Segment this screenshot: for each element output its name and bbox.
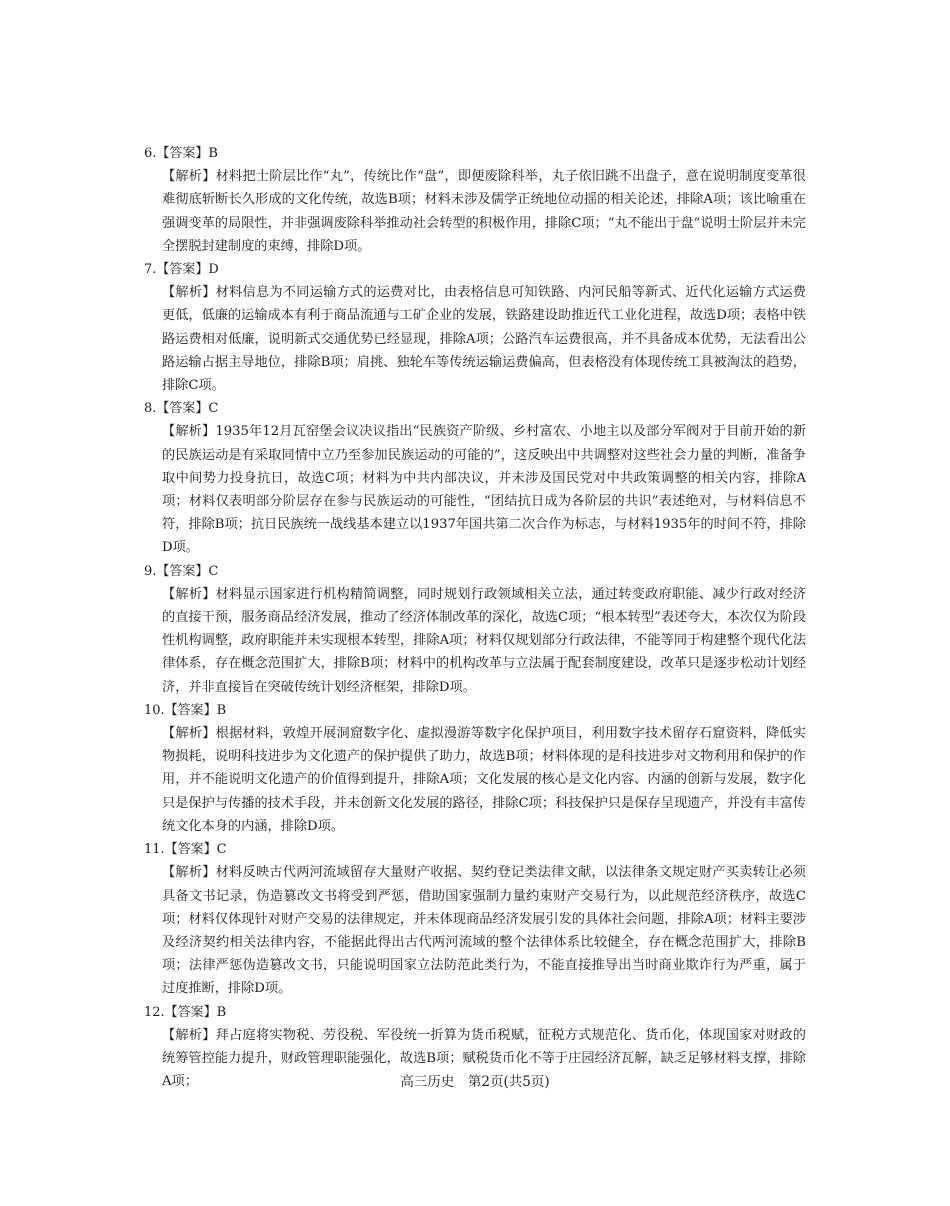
analysis-text: 【解析】材料反映古代两河流域留存大量财产收据、契约登记类法律文献，以法律条文规定财产买卖转让必须具备文书记录，伪造篡改文书将受到严惩，借助国家强制力量约束财产交易行为，以此规范经济秩序，故选C项；材料仅体现针对财产交易的法律规定，并未体现商品经济发展引发的具体社会问题，排除A项；材料主要涉及经济契约相关法律内容，不能据此得出古代两河流域的整个法律体系比较健全，存在概念范围扩大，排除B项；法律严惩伪造篡改文书，只能说明国家立法防范此类行为，不能直接推导出当时商业欺诈行为严重，属于过度推断，排除D项。	[162, 865, 806, 997]
answer-line: 9.【答案】C	[144, 563, 219, 579]
analysis-text: 【解析】材料把士阶层比作“丸”，传统比作“盘”，即便废除科举，丸子依旧跳不出盘子，意在说明制度变革很难彻底斩断长久形成的文化传统，故选B项；材料未涉及儒学正统地位动摇的相关论述，排除A项；该比喻重在强调变革的局限性，并非强调废除科举推动社会转型的积极作用，排除C项；“丸不能出于盘”说明士阶层并未完全摆脱封建制度的束缚，排除D项。	[162, 169, 806, 254]
question-8	[146, 397, 806, 559]
answer-key-content	[146, 142, 806, 1093]
page-footer: 高三历史 第2页(共5页)	[400, 1074, 550, 1090]
question-10	[146, 699, 806, 838]
question-6	[146, 142, 806, 258]
answer-line: 8.【答案】C	[144, 401, 219, 417]
answer-line: 11.【答案】C	[144, 842, 227, 858]
question-11	[146, 838, 806, 1000]
answer-line: 7.【答案】D	[144, 262, 219, 278]
analysis-text: 【解析】1935年12月瓦窑堡会议决议指出“民族资产阶级、乡村富农、小地主以及部分军阀对于目前开始的新的民族运动是有采取同情中立乃至参加民族运动的可能的”，这反映出中共调整对这些社会力量的判断，准备争取中间势力投身抗日，故选C项；材料为中共内部决议，并未涉及国民党对中共政策调整的相关内容，排除A项；材料仅表明部分阶层存在参与民族运动的可能性，“团结抗日成为各阶层的共识”表述绝对，与材料信息不符，排除B项；抗日民族统一战线基本建立以1937年国共第二次合作为标志，与材料1935年的时间不符，排除D项。	[162, 424, 806, 556]
answer-line: 10.【答案】B	[144, 702, 227, 718]
analysis-text: 【解析】拜占庭将实物税、劳役税、军役统一折算为货币税赋，征税方式规范化、货币化，体现国家对财政的统筹管控能力提升，财政管理职能强化，故选B项；赋税货币化不等于庄园经济瓦解，缺乏足够材料支撑，排除A项；	[162, 1027, 806, 1090]
analysis-text: 【解析】材料信息为不同运输方式的运费对比，由表格信息可知铁路、内河民船等新式、近代化运输方式运费更低，低廉的运输成本有利于商品流通与工矿企业的发展，铁路建设助推近代工业化进程，故选D项；表格中铁路运费相对低廉，说明新式交通优势已经显现，排除A项；公路汽车运费很高，并不具备成本优势，无法看出公路运输占据主导地位，排除B项；肩挑、独轮车等传统运输运费偏高，但表格没有体现传统工具被淘汰的趋势，排除C项。	[162, 285, 806, 394]
answer-line: 12.【答案】B	[144, 1004, 227, 1020]
question-7	[146, 258, 806, 397]
analysis-text: 【解析】材料显示国家进行机构精简调整，同时规划行政领域相关立法，通过转变政府职能、减少行政对经济的直接干预，服务商品经济发展，推动了经济体制改革的深化，故选C项；“根本转型”表述夸大，本次仅为阶段性机构调整，政府职能并未实现根本转型，排除A项；材料仅规划部分行政法律，不能等同于构建整个现代化法律体系，存在概念范围扩大，排除B项；材料中的机构改革与立法属于配套制度建设，改革只是逐步松动计划经济，并非直接旨在突破传统计划经济框架，排除D项。	[162, 586, 806, 695]
question-9	[146, 560, 806, 699]
analysis-text: 【解析】根据材料，敦煌开展洞窟数字化、虚拟漫游等数字化保护项目，利用数字技术留存石窟资料，降低实物损耗，说明科技进步为文化遗产的保护提供了助力，故选B项；材料体现的是科技进步对文物利用和保护的作用，并不能说明文化遗产的价值得到提升，排除A项；文化发展的核心是文化内容、内涵的创新与发展，数字化只是保护与传播的技术手段，并未创新文化发展的路径，排除C项；科技保护只是保存呈现遗产，并没有丰富传统文化本身的内涵，排除D项。	[162, 726, 806, 834]
answer-line: 6.【答案】B	[144, 146, 218, 161]
